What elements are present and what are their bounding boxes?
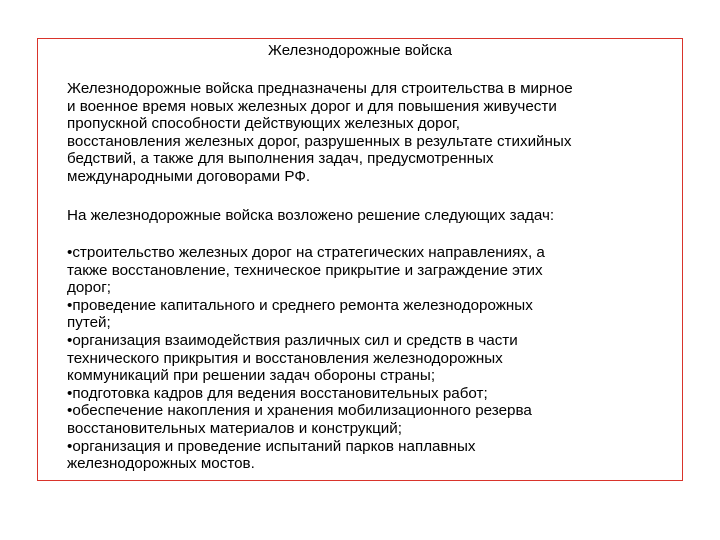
task-item: •строительство железных дорог на стратегических направлениях, а также восстановление, техническое прикрытие и заграждение этих дорог; xyxy=(67,244,545,297)
task-list xyxy=(67,244,687,473)
intro-paragraph: Железнодорожные войска предназначены для строительства в мирное и военное время новых железных дорог и для повышения живучести пропускной способности действующих железных дорог, восстановления железных дорог, разрушенных в результате стихийных бедствий, а также для выполнения задач, предусмотренных международными договорами РФ. xyxy=(67,80,573,185)
page-title: Железнодорожные войска xyxy=(268,42,452,59)
task-item: •подготовка кадров для ведения восстановительных работ; xyxy=(67,384,488,402)
tasks-heading: На железнодорожные войска возложено решение следующих задач: xyxy=(67,207,555,224)
task-item: •организация взаимодействия различных сил и средств в части технического прикрытия и восстановления железнодорожных коммуникаций при решении задач обороны страны; xyxy=(67,331,518,385)
task-item: •проведение капитального и среднего ремонта железнодорожных путей; xyxy=(67,296,533,332)
task-item: •организация и проведение испытаний парков наплавных железнодорожных мостов. xyxy=(67,437,476,473)
task-item: •обеспечение накопления и хранения мобилизационного резерва восстановительных материалов и конструкций; xyxy=(67,402,532,437)
